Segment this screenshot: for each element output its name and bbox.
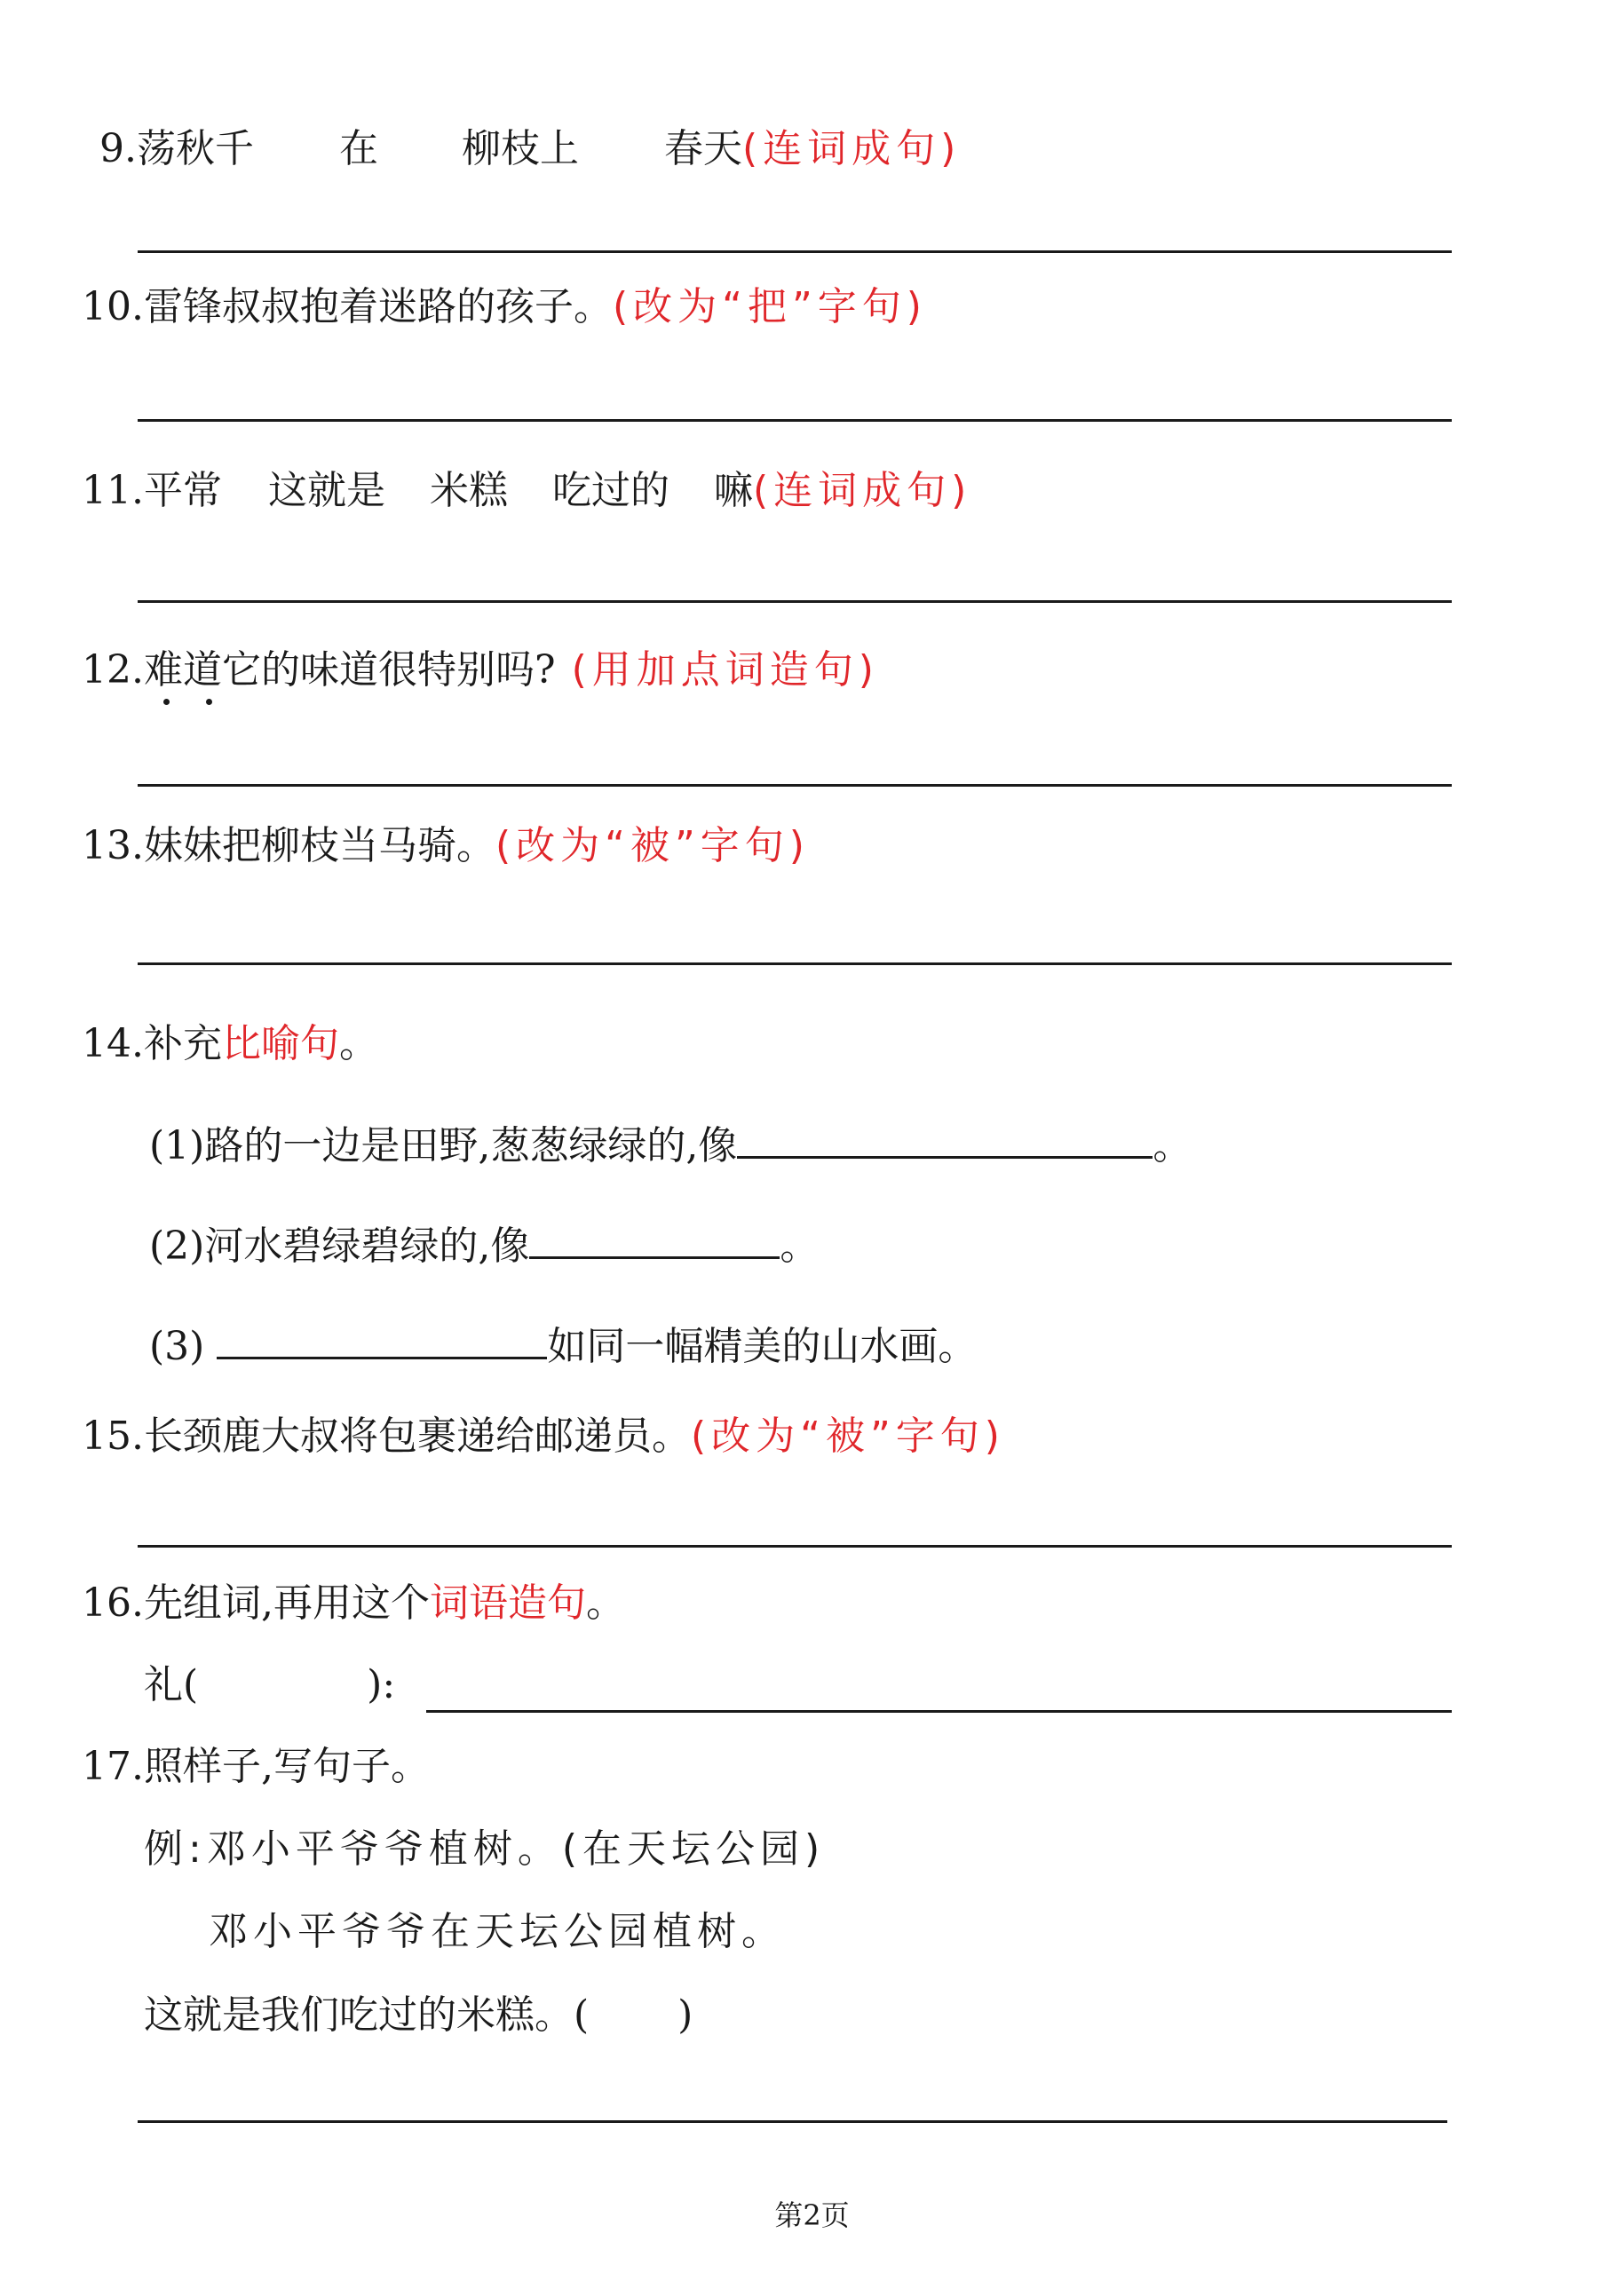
answer-line[interactable] <box>138 419 1452 422</box>
question-11 <box>82 466 971 516</box>
question-15 <box>82 1412 1005 1461</box>
question-13 <box>82 821 810 871</box>
word-chip: 米糕 <box>429 468 508 513</box>
instruction: (改为“被”字句) <box>690 1414 1005 1459</box>
answer-line[interactable] <box>138 600 1452 603</box>
question-text: 补充 <box>143 1021 222 1066</box>
answer-line[interactable] <box>138 250 1452 253</box>
question-number: 17. <box>82 1744 144 1789</box>
emphasis-dot <box>206 699 212 705</box>
question-number: 16. <box>82 1580 144 1626</box>
answer-line[interactable] <box>138 784 1452 787</box>
task-sentence: 这就是我们吃过的米糕。( ) <box>144 1992 693 2038</box>
example-answer: 邓小平爷爷在天坛公园植树。 <box>209 1909 786 1954</box>
question-text: 妹妹把柳枝当马骑。 <box>143 823 495 868</box>
question-12 <box>82 645 879 695</box>
answer-line[interactable] <box>138 962 1452 965</box>
fill-blank[interactable] <box>529 1217 780 1259</box>
question-number: 10. <box>82 284 144 329</box>
word-chip: 荡秋千 <box>136 126 254 171</box>
sub-item-3 <box>149 1318 977 1372</box>
example-label: 例: <box>144 1826 207 1872</box>
instruction: (连词成句) <box>752 468 972 513</box>
question-number: 13. <box>82 823 144 868</box>
question-text: 先组词,再用这个 <box>143 1580 430 1626</box>
example-text: 邓小平爷爷植树。(在天坛公园) <box>206 1826 826 1872</box>
instruction: (连词成句) <box>741 126 962 171</box>
sub-text: 路的一边是田野,葱葱绿绿的,像 <box>204 1123 738 1168</box>
sub-label: (2) <box>149 1224 205 1269</box>
answer-line[interactable] <box>138 1545 1452 1548</box>
instruction: (改为“被”字句) <box>495 823 810 868</box>
sub-text: 河水碧绿碧绿的,像 <box>204 1224 530 1269</box>
word-chip: 在 <box>338 126 378 171</box>
sub-label: (3) <box>149 1324 205 1369</box>
question-number: 11. <box>82 468 144 513</box>
page-number: 第2页 <box>774 2198 850 2232</box>
task-text: 这就是我们吃过的米糕。( <box>144 1992 590 2038</box>
question-9 <box>99 124 961 174</box>
question-text: 难道它的味道很特别吗? <box>143 647 556 693</box>
question-17 <box>82 1742 430 1792</box>
answer-line[interactable] <box>138 2120 1447 2123</box>
fill-blank[interactable] <box>217 1318 547 1359</box>
word-prompt: 礼( ): <box>144 1662 396 1707</box>
word-chip: 春天 <box>663 126 742 171</box>
emphasis-dot <box>163 699 170 705</box>
question-16: 16.先组词,再用这个词语造句。 <box>82 1580 625 1626</box>
fill-blank[interactable] <box>737 1117 1153 1159</box>
word-chip: 嘛 <box>713 468 753 513</box>
word-chip: 这就是 <box>267 468 385 513</box>
sub-item-2: (2)河水碧绿碧绿的,像 。 <box>149 1217 819 1271</box>
question-14: 14.补充比喻句。 <box>82 1021 378 1066</box>
example-sentence <box>144 1825 825 1874</box>
question-text: 照样子,写句子。 <box>143 1744 430 1789</box>
question-text: 雷锋叔叔抱着迷路的孩子。 <box>143 284 613 329</box>
sub-text: 如同一幅精美的山水画。 <box>547 1324 978 1369</box>
question-number: 12. <box>82 647 144 693</box>
prompt-char: 礼( <box>144 1662 199 1707</box>
highlight-term: 比喻句 <box>221 1021 339 1066</box>
question-text: 长颈鹿大叔将包裹递给邮递员。 <box>143 1414 691 1459</box>
sub-item-1: (1)路的一边是田野,葱葱绿绿的,像 。 <box>149 1117 1192 1171</box>
question-number: 9. <box>99 126 137 171</box>
word-chip: 平常 <box>143 468 222 513</box>
word-chip: 吃过的 <box>551 468 669 513</box>
question-10 <box>82 282 927 332</box>
question-number: 14. <box>82 1021 144 1066</box>
answer-line[interactable] <box>426 1710 1452 1713</box>
instruction: (用加点词造句) <box>571 647 879 693</box>
word-chip: 柳枝上 <box>461 126 579 171</box>
instruction: (改为“把”字句) <box>612 284 927 329</box>
sub-label: (1) <box>149 1123 205 1168</box>
question-number: 15. <box>82 1414 144 1459</box>
highlight-term: 词语造句 <box>429 1580 586 1626</box>
